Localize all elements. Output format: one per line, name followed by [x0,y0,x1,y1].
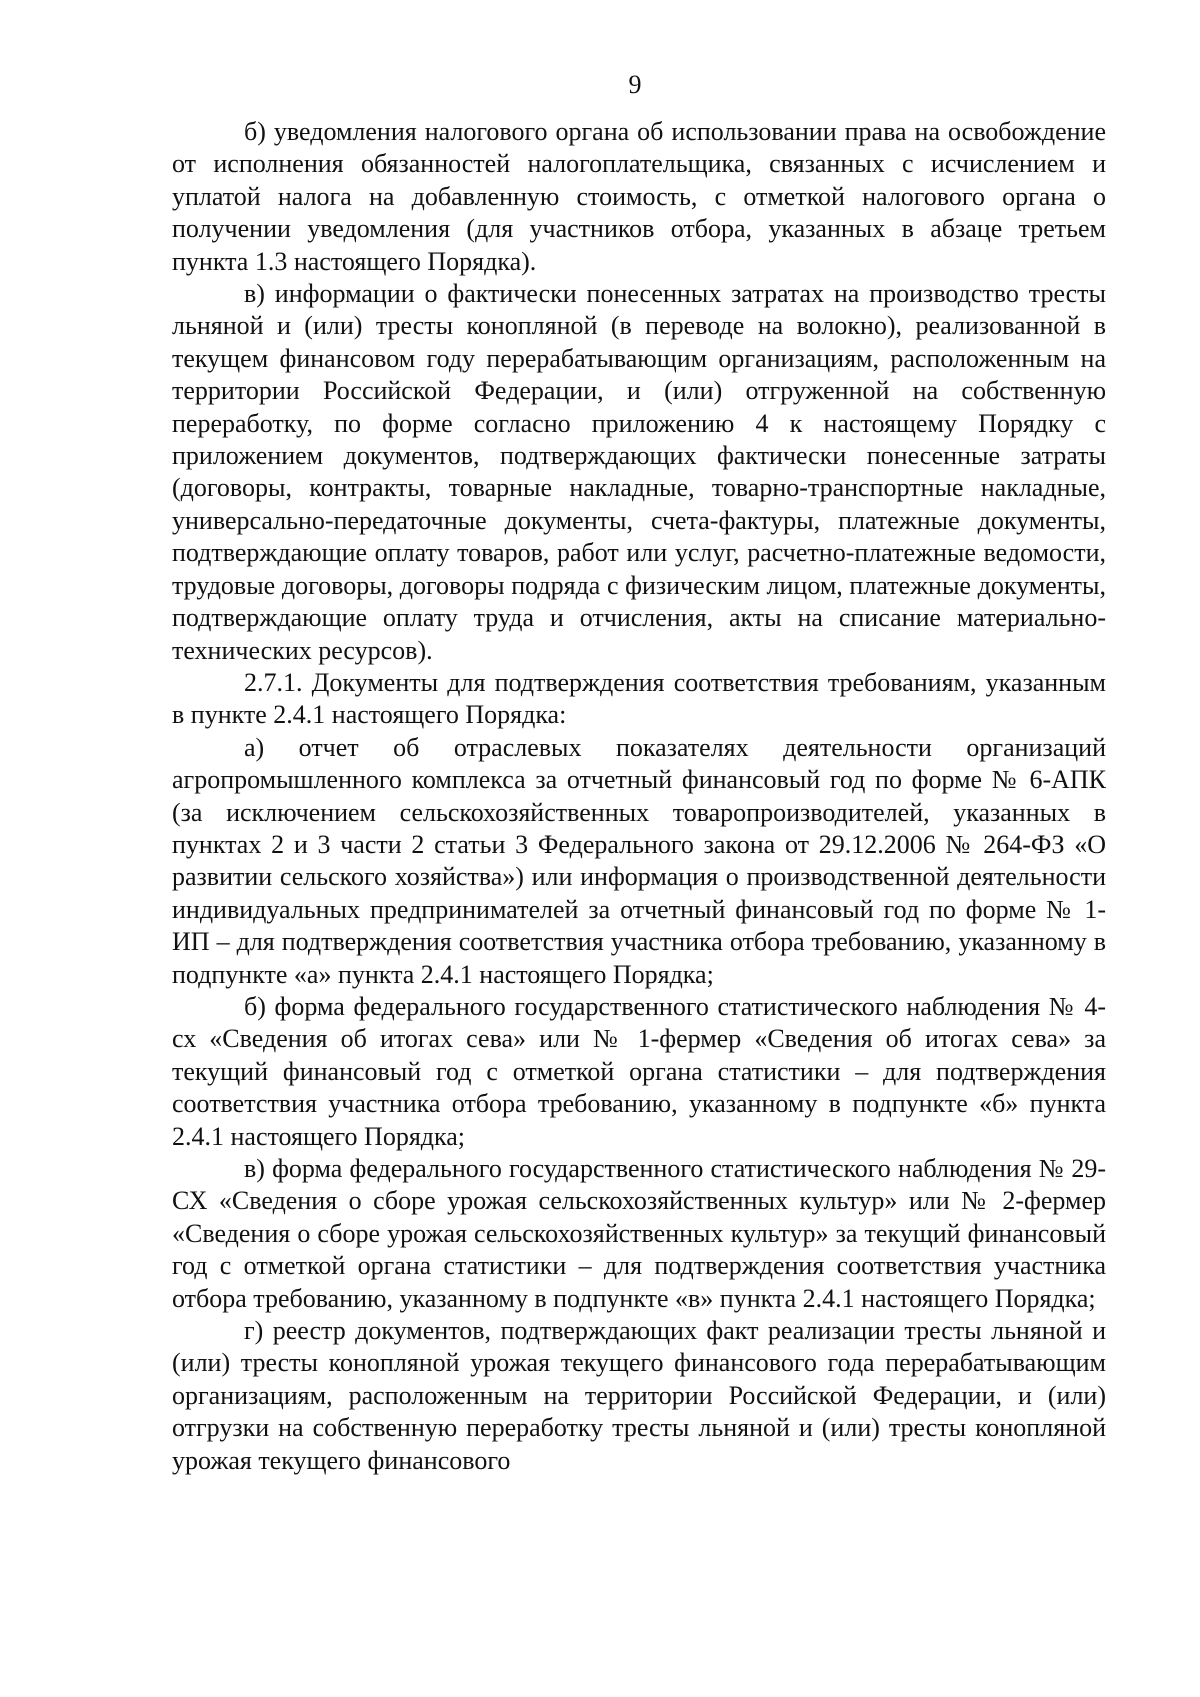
document-body [172,116,1106,1477]
paragraph-2-7-1: 2.7.1. Документы для подтверждения соответствия требованиям, указанным в пункте 2.4.1 настоящего Порядка: [172,667,1106,730]
paragraph-a-report: а) отчет об отраслевых показателях деятельности организаций агропромышленного комплекса за отчетный финансовый год по форме № 6-АПК (за исключением сельскохозяйственных товаропроизводителей, указанных в пунктах 2 и 3 части 2 статьи 3 Федерального закона от 29.12.2006 № 264-ФЗ «О развитии сельского хозяйства») или информация о производственной деятельности индивидуальных предпринимателей за отчетный финансовый год по форме № 1-ИП – для подтверждения соответствия участника отбора требованию, указанному в подпункте «а» пункта 2.4.1 настоящего Порядка; [172,732,1106,989]
paragraph-v-costs-info: в) информации о фактически понесенных затратах на производство тресты льняной и (или) тресты конопляной (в переводе на волокно), реализованной в текущем финансовом году перерабатывающим организациям, расположенным на территории Российской Федерации, и (или) отгруженной на собственную переработку, по форме согласно приложению 4 к настоящему Порядку с приложением документов, подтверждающих фактически понесенные затраты (договоры, контракты, товарные накладные, товарно-транспортные накладные, универсально-передаточные документы, счета-фактуры, платежные документы, подтверждающие оплату товаров, работ или услуг, расчетно-платежные ведомости, трудовые договоры, договоры подряда с физическим лицом, платежные документы, подтверждающие оплату труда и отчисления, акты на списание материально-технических ресурсов). [172,279,1106,665]
paragraph-b-sowing-form: б) форма федерального государственного статистического наблюдения № 4-сх «Сведения об итогах сева» или № 1-фермер «Сведения об итогах сева» за текущий финансовый год с отметкой органа статистики – для подтверждения соответствия участника отбора требованию, указанному в подпункте «б» пункта 2.4.1 настоящего Порядка; [172,991,1106,1151]
page-number: 9 [628,70,642,99]
paragraph-v-harvest-form: в) форма федерального государственного статистического наблюдения № 29-СХ «Сведения о сборе урожая сельскохозяйственных культур» или № 2-фермер «Сведения о сборе урожая сельскохозяйственных культур» за текущий финансовый год с отметкой органа статистики – для подтверждения соответствия участника отбора требованию, указанному в подпункте «в» пункта 2.4.1 настоящего Порядка; [172,1154,1106,1313]
paragraph-g-registry: г) реестр документов, подтверждающих факт реализации тресты льняной и (или) тресты конопляной урожая текущего финансового года перерабатывающим организациям, расположенным на территории Российской Федерации, и (или) отгрузки на собственную переработку тресты льняной и (или) тресты конопляной урожая текущего финансового [172,1316,1106,1475]
paragraph-b-notification: б) уведомления налогового органа об использовании права на освобождение от исполнения обязанностей налогоплательщика, связанных с исчислением и уплатой налога на добавленную стоимость, с отметкой налогового органа о получении уведомления (для участников отбора, указанных в абзаце третьем пункта 1.3 настоящего Порядка). [172,117,1106,276]
